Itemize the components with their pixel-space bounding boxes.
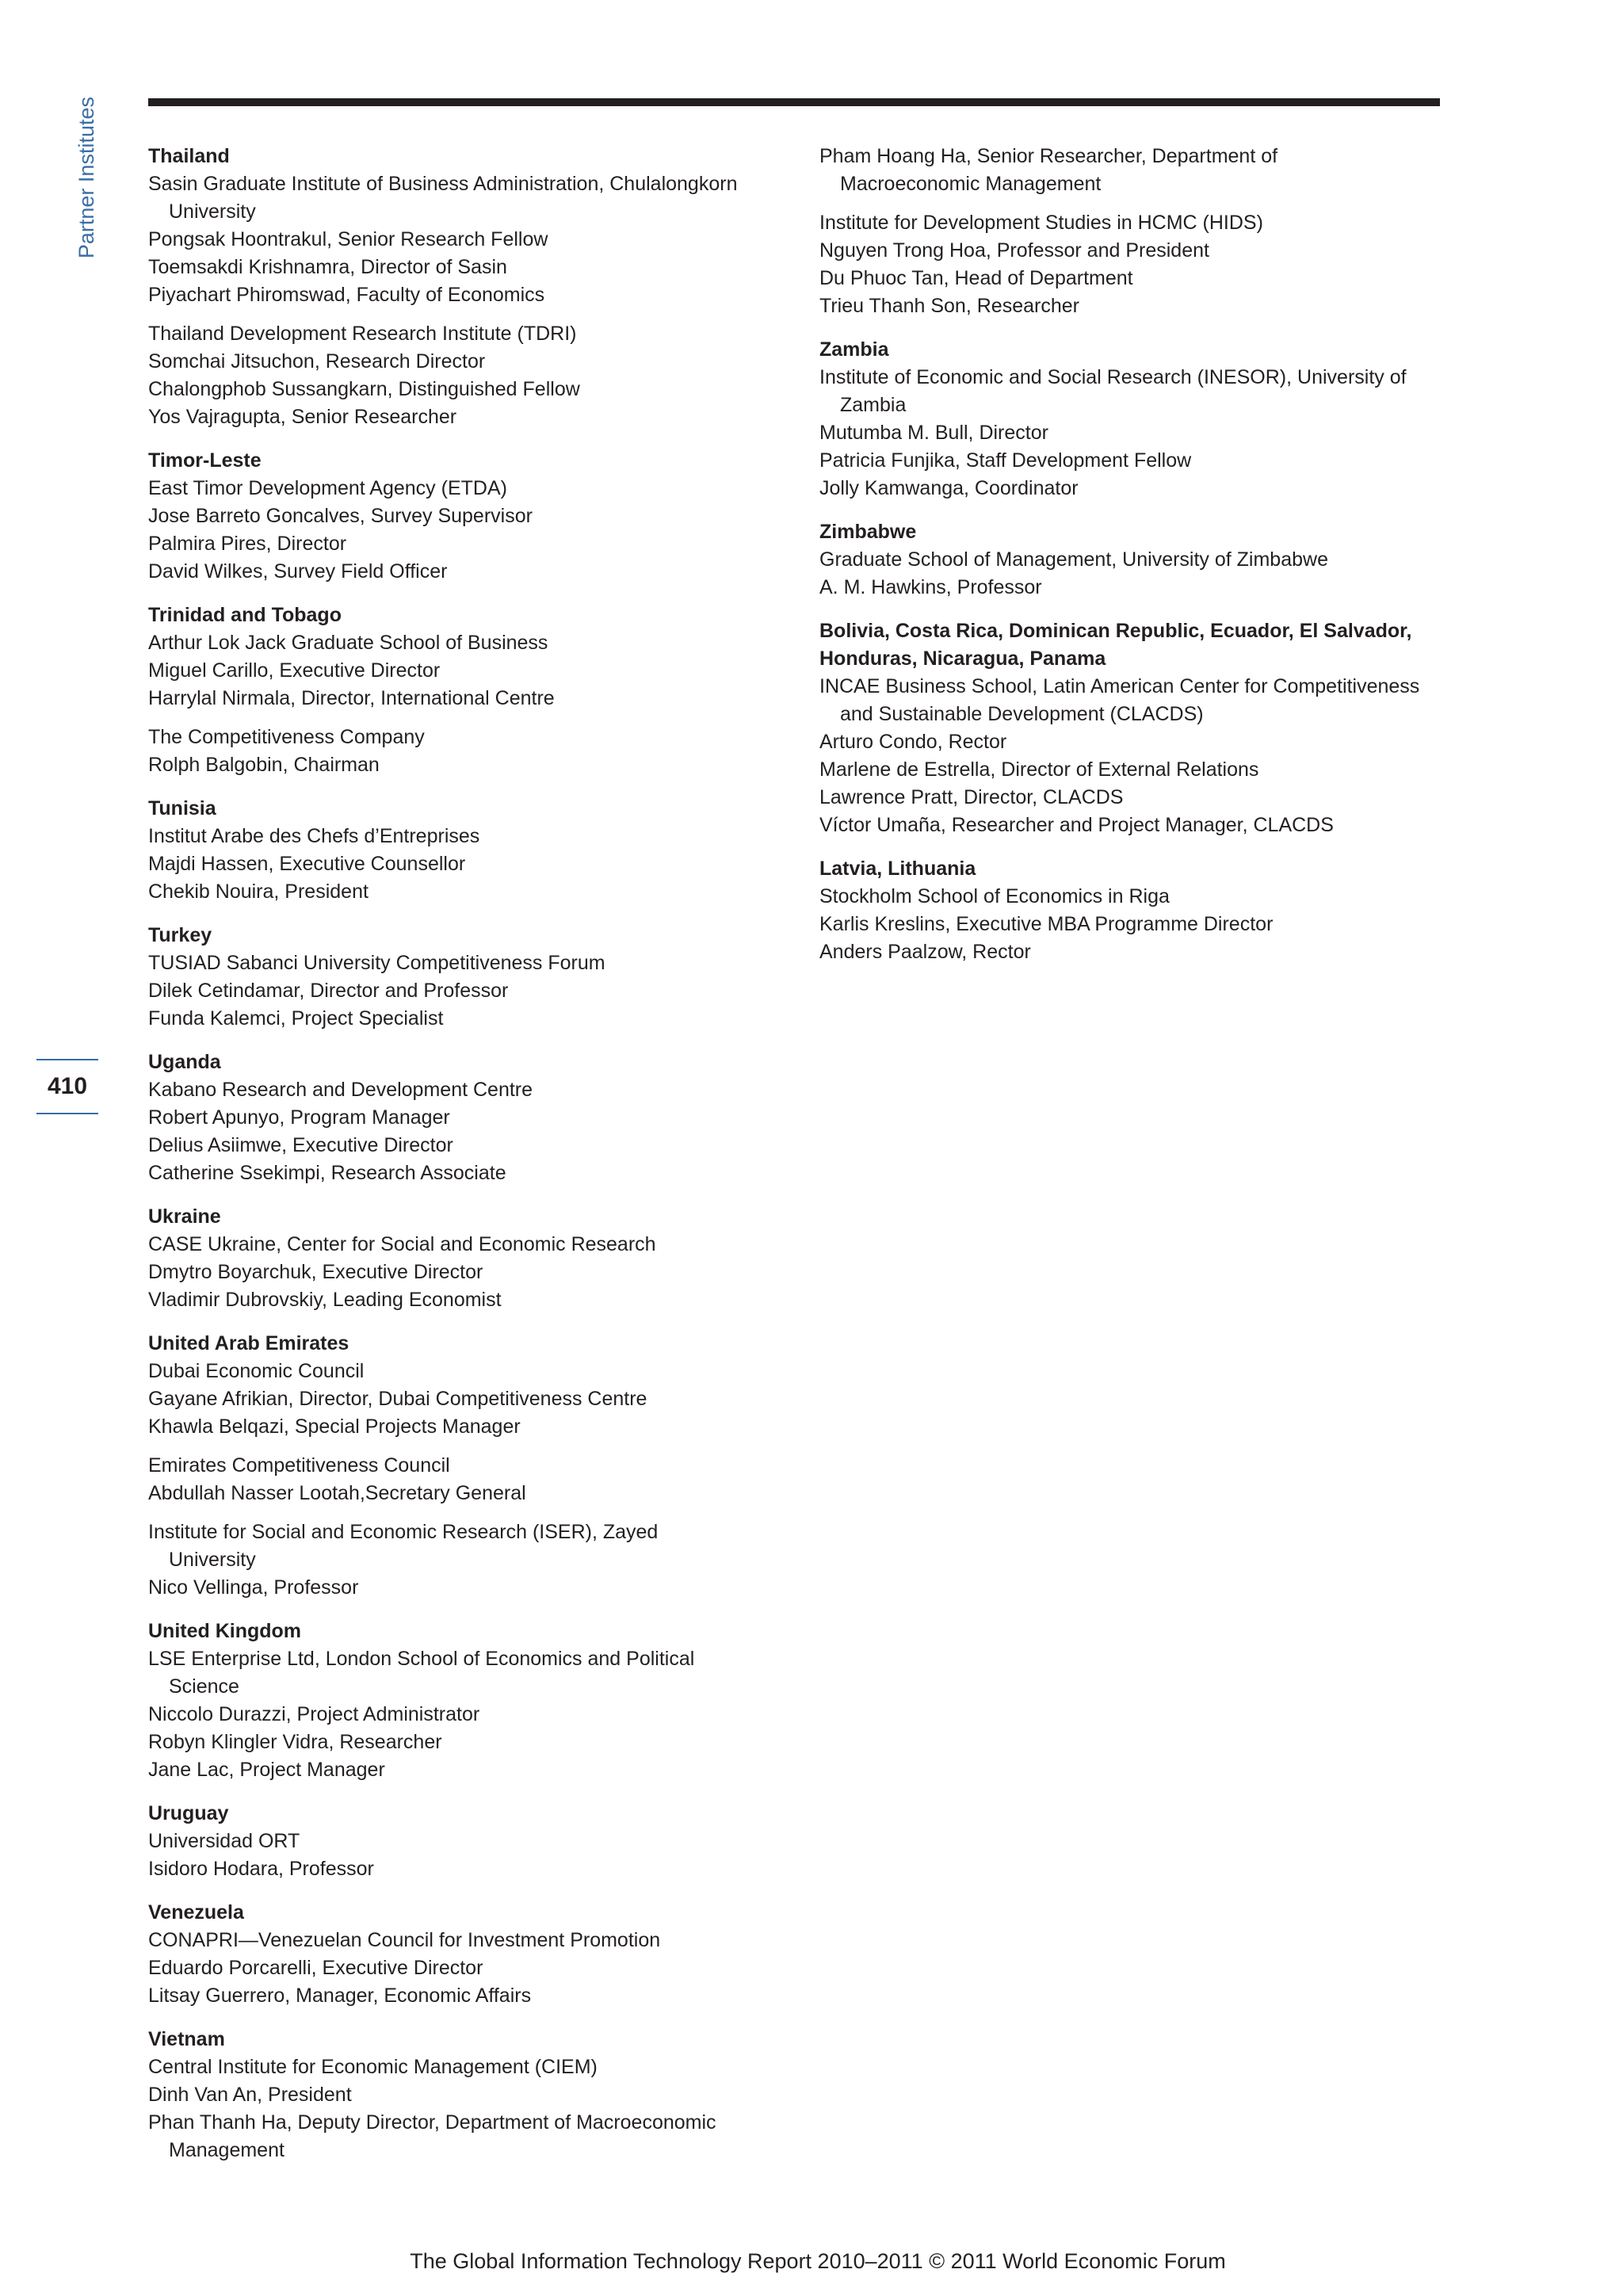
contact-line: Nguyen Trong Hoa, Professor and President (819, 239, 1209, 262)
institution-name: Stockholm School of Economics in Riga (819, 885, 1170, 907)
institution-name: CONAPRI—Venezuelan Council for Investment Promotion (148, 1929, 661, 1951)
country-entry (819, 518, 1422, 602)
country-entry (819, 617, 1422, 839)
country-name: Uganda (148, 1051, 221, 1073)
left-column (148, 143, 750, 2164)
contact-line: Víctor Umaña, Researcher and Project Manager, CLACDS (819, 814, 1334, 836)
institution-name: Thailand Development Research Institute (TDRI) (148, 323, 577, 345)
institution-name: CASE Ukraine, Center for Social and Economic Research (148, 1233, 656, 1255)
institution-name: Central Institute for Economic Management (CIEM) (148, 2056, 598, 2078)
country-entry (148, 1899, 750, 2010)
institution-name: East Timor Development Agency (ETDA) (148, 477, 507, 499)
institution-name: TUSIAD Sabanci University Competitiveness Forum (148, 952, 605, 974)
institution-name: LSE Enterprise Ltd, London School of Economics and Political Science (148, 1648, 695, 1698)
institution-block (148, 2053, 750, 2164)
institution-name: Emirates Competitiveness Council (148, 1454, 450, 1477)
contact-line: Toemsakdi Krishnamra, Director of Sasin (148, 256, 507, 278)
contact-line: Somchai Jitsuchon, Research Director (148, 350, 486, 372)
contact-line: Dmytro Boyarchuk, Executive Director (148, 1261, 483, 1283)
institution-block (148, 1519, 750, 1602)
contact-line: Du Phuoc Tan, Head of Department (819, 267, 1133, 289)
country-name: United Kingdom (148, 1620, 302, 1642)
country-entry (148, 922, 750, 1033)
country-name: Timor-Leste (148, 449, 262, 472)
contact-line: Palmira Pires, Director (148, 533, 347, 555)
contact-line: Isidoro Hodara, Professor (148, 1858, 374, 1880)
country-entry (148, 143, 750, 431)
contact-line: Robyn Klingler Vidra, Researcher (148, 1731, 442, 1753)
contact-line: Karlis Kreslins, Executive MBA Programme Director (819, 913, 1274, 935)
institution-name: Pham Hoang Ha, Senior Researcher, Department of Macroeconomic Management (819, 145, 1278, 195)
country-entry (148, 2026, 750, 2164)
institution-block (148, 1645, 750, 1784)
contact-line: Majdi Hassen, Executive Counsellor (148, 853, 466, 875)
institution-block (819, 143, 1422, 198)
country-name: Thailand (148, 145, 230, 167)
contact-line: Niccolo Durazzi, Project Administrator (148, 1703, 480, 1725)
contact-line: Arturo Condo, Rector (819, 731, 1007, 753)
country-name: Zambia (819, 338, 889, 361)
contact-line: Gayane Afrikian, Director, Dubai Competitiveness Centre (148, 1388, 647, 1410)
contact-line: Piyachart Phiromswad, Faculty of Economics (148, 284, 545, 306)
institution-name: Graduate School of Management, University of Zimbabwe (819, 548, 1328, 571)
country-name: Turkey (148, 924, 212, 946)
institution-name: Institute for Development Studies in HCMC (HIDS) (819, 212, 1263, 234)
country-entry (819, 855, 1422, 966)
contact-line: Harrylal Nirmala, Director, International Centre (148, 687, 555, 709)
institution-block (148, 1927, 750, 2010)
institution-name: Institut Arabe des Chefs d’Entreprises (148, 825, 480, 847)
contact-line: Lawrence Pratt, Director, CLACDS (819, 786, 1124, 808)
right-column (819, 143, 1422, 966)
contact-line: Dilek Cetindamar, Director and Professor (148, 980, 509, 1002)
contact-line: Funda Kalemci, Project Specialist (148, 1007, 444, 1030)
country-name: Vietnam (148, 2028, 225, 2050)
country-name: Tunisia (148, 797, 216, 819)
country-entry (148, 602, 750, 779)
country-name: Zimbabwe (819, 521, 917, 543)
institution-block (148, 1828, 750, 1883)
country-name: United Arab Emirates (148, 1332, 349, 1354)
institution-name: Kabano Research and Development Centre (148, 1079, 533, 1101)
country-entry (148, 1800, 750, 1883)
contact-line: David Wilkes, Survey Field Officer (148, 560, 448, 583)
contact-line: Miguel Carillo, Executive Director (148, 659, 441, 682)
institution-block (148, 1231, 750, 1314)
contact-line: Chekib Nouira, President (148, 881, 369, 903)
country-name: Ukraine (148, 1205, 221, 1228)
institution-name: Institute of Economic and Social Research (INESOR), University of Zambia (819, 366, 1407, 416)
country-entry (819, 336, 1422, 502)
contact-line: Litsay Guerrero, Manager, Economic Affairs (148, 1985, 532, 2007)
contact-line: Trieu Thanh Son, Researcher (819, 295, 1079, 317)
contact-line: Abdullah Nasser Lootah,Secretary General (148, 1482, 526, 1504)
contact-line: Delius Asiimwe, Executive Director (148, 1134, 453, 1156)
institution-name: Arthur Lok Jack Graduate School of Business (148, 632, 548, 654)
country-name: Latvia, Lithuania (819, 858, 976, 880)
contact-line: Mutumba M. Bull, Director (819, 422, 1048, 444)
institution-block (148, 724, 750, 779)
institution-block (148, 1358, 750, 1441)
institution-name: Institute for Social and Economic Research (ISER), Zayed University (148, 1521, 659, 1571)
contact-line: Robert Apunyo, Program Manager (148, 1106, 450, 1129)
contact-line: Yos Vajragupta, Senior Researcher (148, 406, 457, 428)
country-name: Venezuela (148, 1901, 244, 1924)
contact-line: Pongsak Hoontrakul, Senior Research Fellow (148, 228, 548, 250)
institution-name: INCAE Business School, Latin American Center for Competitiveness and Sustainable Development (CLACDS) (819, 675, 1420, 725)
contact-line: Khawla Belqazi, Special Projects Manager (148, 1415, 521, 1438)
institution-block (148, 949, 750, 1033)
institution-name: Universidad ORT (148, 1830, 300, 1852)
institution-block (148, 1452, 750, 1507)
contact-line: Jolly Kamwanga, Coordinator (819, 477, 1079, 499)
footer-copyright: The Global Information Technology Report 2010–2011 © 2011 World Economic Forum (410, 2249, 1226, 2273)
contact-line: Jane Lac, Project Manager (148, 1759, 385, 1781)
country-name: Uruguay (148, 1802, 229, 1824)
country-entry (148, 1203, 750, 1314)
institution-block (819, 209, 1422, 320)
institution-block (819, 673, 1422, 839)
institution-block (819, 364, 1422, 502)
contact-line: Vladimir Dubrovskiy, Leading Economist (148, 1289, 502, 1311)
institution-block (148, 1076, 750, 1187)
header-rule (148, 98, 1440, 106)
contact-line: Jose Barreto Goncalves, Survey Supervisor (148, 505, 533, 527)
institution-block (819, 883, 1422, 966)
country-entry (148, 447, 750, 586)
contact-line: Patricia Funjika, Staff Development Fellow (819, 449, 1192, 472)
contact-line: Eduardo Porcarelli, Executive Director (148, 1957, 483, 1979)
institution-name: Sasin Graduate Institute of Business Administration, Chulalongkorn University (148, 173, 738, 223)
institution-block (148, 475, 750, 586)
contact-line: Rolph Balgobin, Chairman (148, 754, 380, 776)
country-entry (148, 795, 750, 906)
contact-line: Catherine Ssekimpi, Research Associate (148, 1162, 506, 1184)
institution-block (148, 823, 750, 906)
contact-line: Chalongphob Sussangkarn, Distinguished Fellow (148, 378, 580, 400)
contact-line: Dinh Van An, President (148, 2084, 352, 2106)
country-entry (148, 1049, 750, 1187)
contact-line: A. M. Hawkins, Professor (819, 576, 1042, 598)
country-entry (148, 1330, 750, 1602)
section-label: Partner Institutes (74, 97, 98, 259)
institution-block (819, 546, 1422, 602)
page-number-block (36, 1059, 98, 1114)
contact-line: Anders Paalzow, Rector (819, 941, 1031, 963)
country-entry (148, 1618, 750, 1784)
institution-name: Dubai Economic Council (148, 1360, 365, 1382)
page-number-rule-bottom (36, 1113, 98, 1114)
country-name: Bolivia, Costa Rica, Dominican Republic, Ecuador, El Salvador, Honduras, Nicaragua, Panama (819, 620, 1412, 670)
country-name: Trinidad and Tobago (148, 604, 342, 626)
contact-line: Phan Thanh Ha, Deputy Director, Department of Macroeconomic Management (148, 2111, 716, 2161)
institution-block (148, 629, 750, 712)
page-number: 410 (47, 1073, 88, 1099)
institution-block (148, 170, 750, 309)
institution-name: The Competitiveness Company (148, 726, 425, 748)
institution-block (148, 320, 750, 431)
contact-line: Nico Vellinga, Professor (148, 1576, 359, 1599)
contact-line: Marlene de Estrella, Director of External Relations (819, 758, 1259, 781)
country-entry (819, 143, 1422, 320)
